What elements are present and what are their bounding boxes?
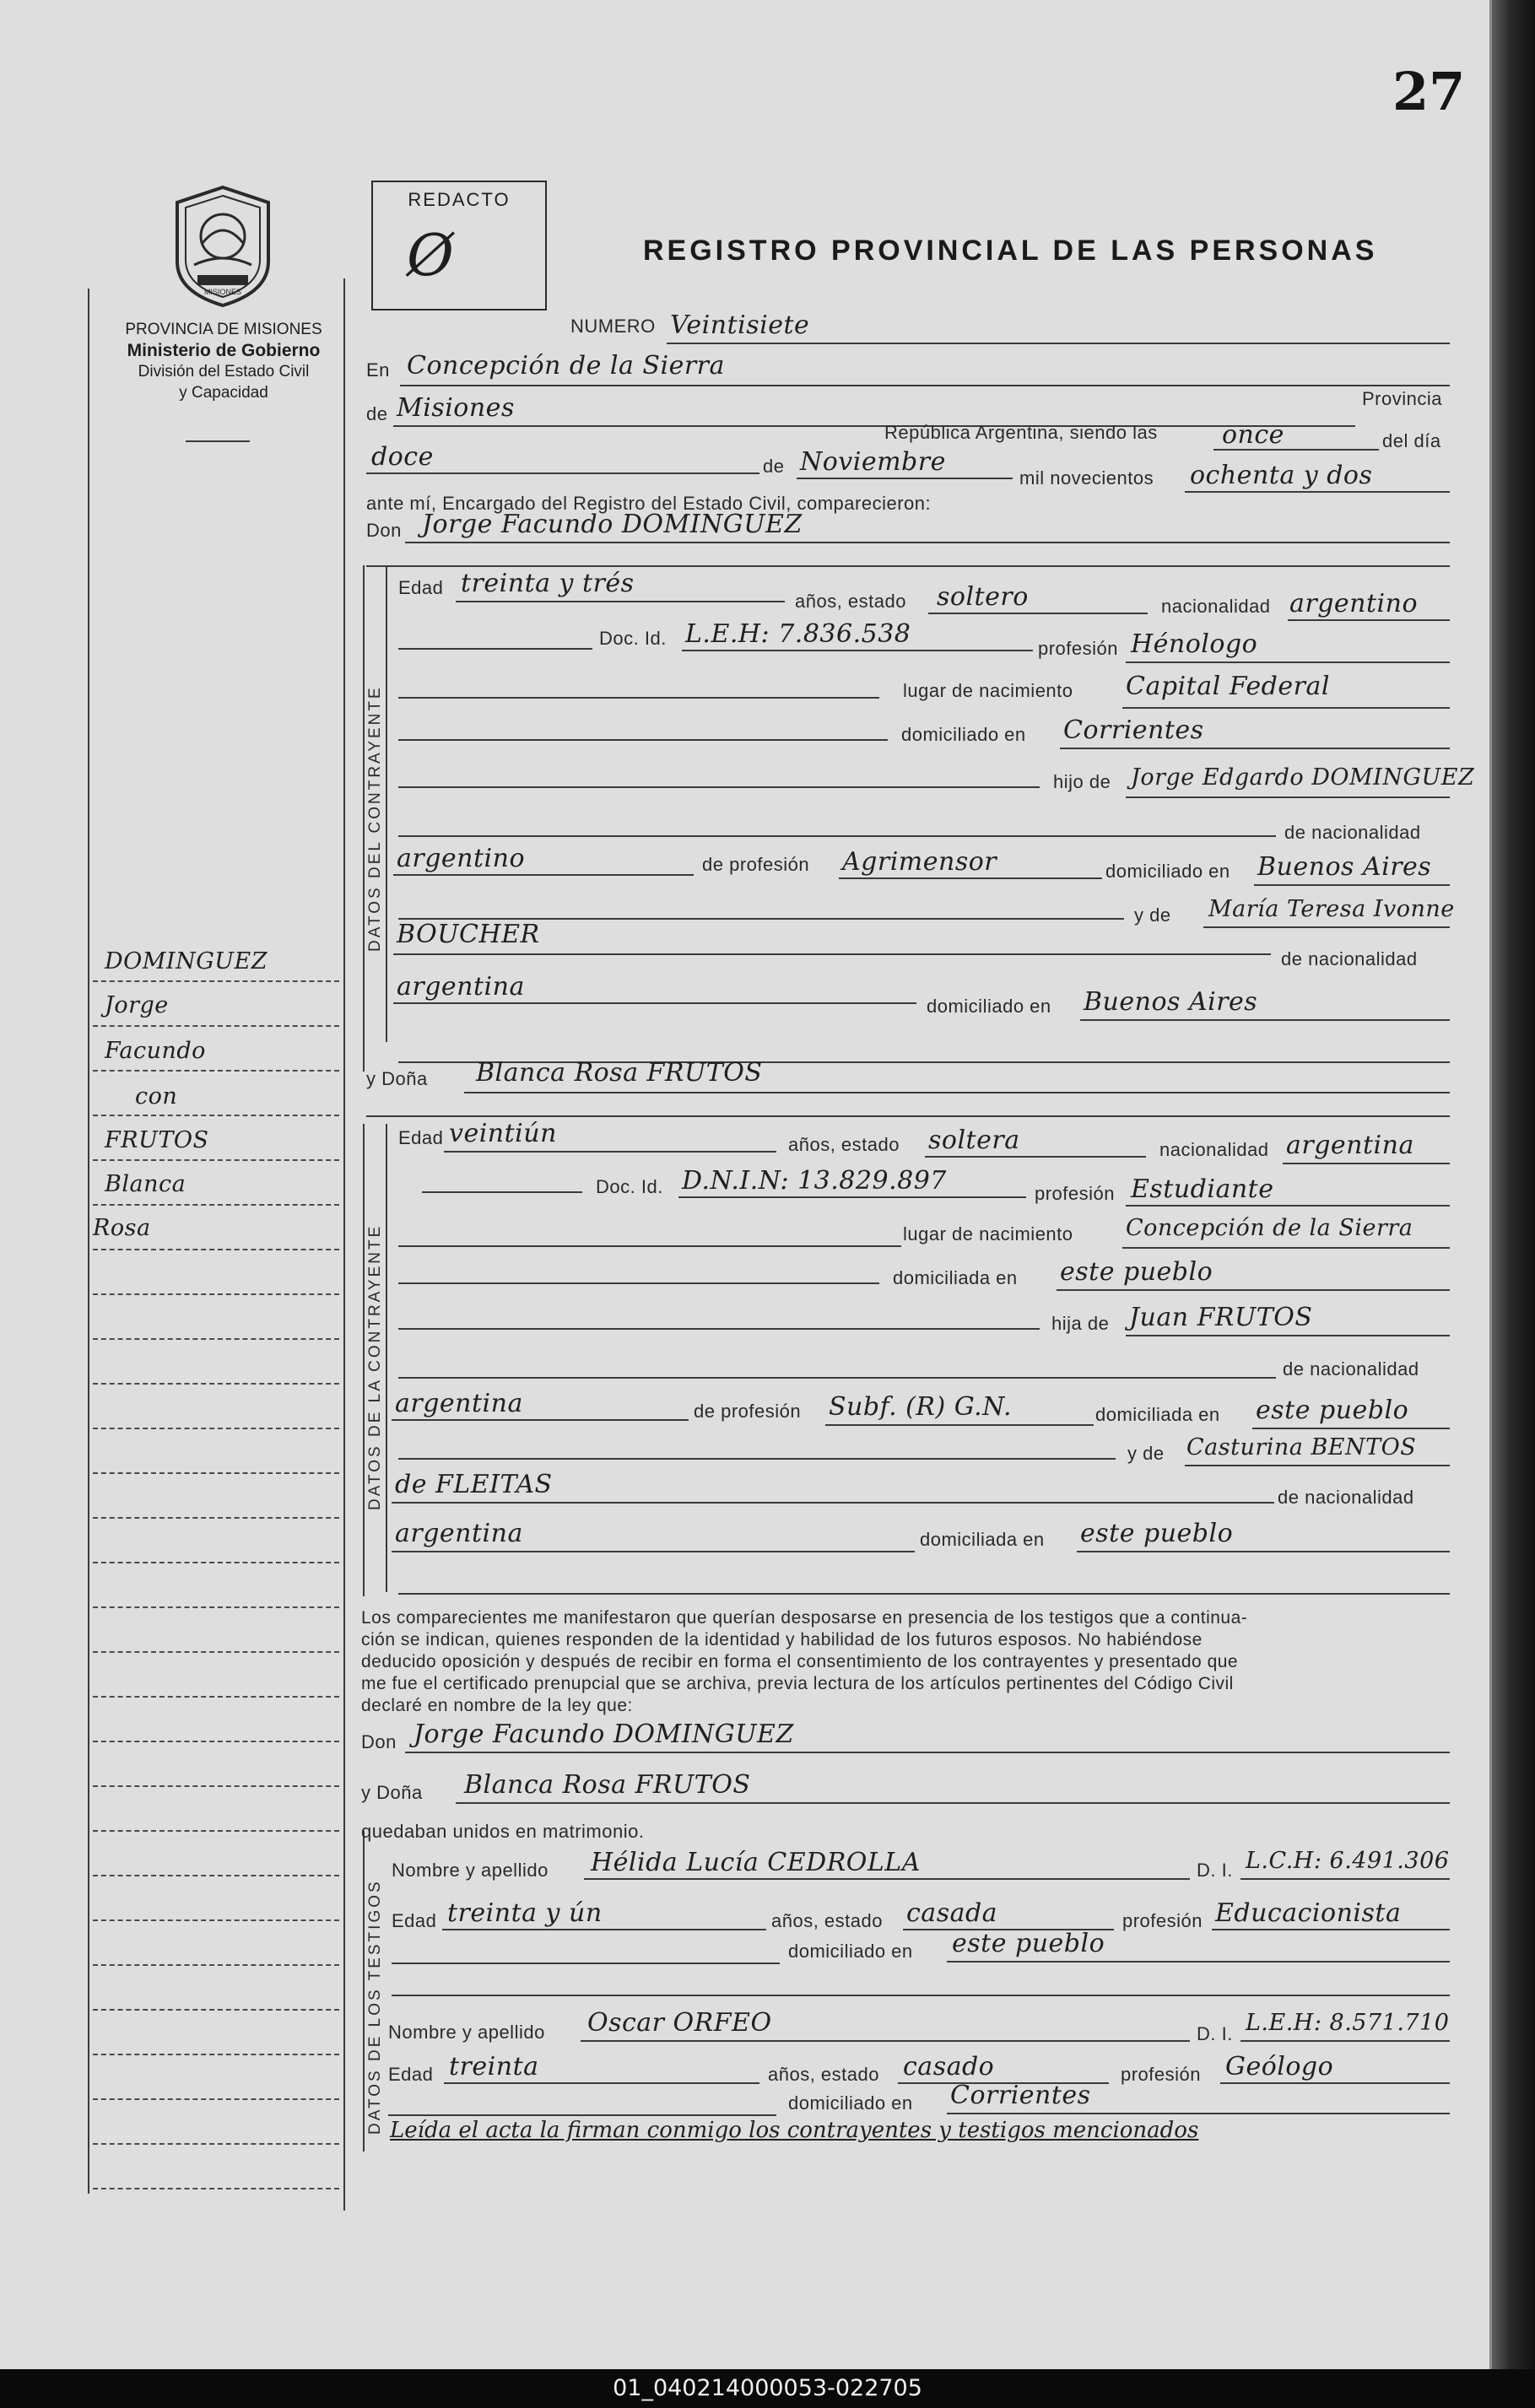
numero-value: Veintisiete — [670, 310, 810, 340]
de-nacionalidad-label-4: de nacionalidad — [1278, 1487, 1414, 1508]
rule — [398, 1282, 879, 1284]
rule — [1220, 2082, 1450, 2084]
anos-estado-label-4: años, estado — [768, 2064, 879, 2085]
rule — [456, 1802, 1450, 1804]
anio-value: ochenta y dos — [1190, 461, 1373, 490]
y-de-label-2: y de — [1127, 1443, 1165, 1464]
de-mes-label: de — [763, 456, 785, 477]
section-label-contrayente: DATOS DEL CONTRAYENTE — [366, 685, 384, 952]
margin-rule — [93, 1517, 339, 1519]
rule — [398, 739, 888, 741]
lugar-nacimiento-label: lugar de nacimiento — [903, 680, 1073, 701]
contrayenta-madre-domicilio: este pueblo — [1080, 1519, 1234, 1548]
rule — [1213, 449, 1379, 451]
rule — [1288, 619, 1450, 621]
section-line-contrayenta — [363, 1124, 365, 1596]
rule — [398, 1377, 1276, 1379]
contrayente-padre: Jorge Edgardo DOMINGUEZ — [1131, 764, 1475, 791]
contrayenta-padre-domicilio: este pueblo — [1256, 1396, 1409, 1425]
division-label: División del Estado Civil — [138, 363, 310, 381]
closing-statement: Leída el acta la firman conmigo los contrayentes y testigos mencionados — [390, 2118, 1199, 2143]
rule — [928, 613, 1148, 614]
contrayente-nacionalidad: argentino — [1289, 589, 1419, 618]
rule — [1185, 1465, 1450, 1466]
rule — [947, 1961, 1450, 1963]
nacionalidad-label-2: nacionalidad — [1159, 1139, 1269, 1160]
lugar-value: Concepción de la Sierra — [407, 351, 725, 381]
rule — [405, 1752, 1450, 1753]
division-label-2: y Capacidad — [179, 384, 268, 402]
rule — [1203, 926, 1450, 928]
section-line-testigos — [363, 1831, 365, 2152]
contrayenta-domicilio: este pueblo — [1060, 1257, 1213, 1287]
rule — [398, 1328, 1040, 1330]
contrayenta-padre-nacionalidad: argentina — [395, 1389, 523, 1418]
rule — [1126, 661, 1450, 663]
contrayenta-madre-apellido: de FLEITAS — [395, 1470, 553, 1499]
contrayenta-profesion: Estudiante — [1131, 1174, 1274, 1204]
margin-rule — [93, 1964, 339, 1966]
redacto-box — [371, 181, 547, 310]
rule — [366, 472, 759, 474]
rule — [392, 1963, 780, 1964]
margin-rule — [93, 2054, 339, 2055]
testigo1-di: L.C.H: 6.491.306 — [1246, 1848, 1450, 1874]
domiciliado-label-4: domiciliado en — [788, 2092, 913, 2114]
edad-label-3: Edad — [392, 1910, 437, 1931]
redacto-label: REDACTO — [408, 189, 511, 210]
edad-label: Edad — [398, 577, 444, 598]
don-label: Don — [366, 520, 402, 541]
rule — [678, 1196, 1026, 1198]
margin-line-right — [343, 278, 345, 2211]
rule — [392, 1551, 915, 1552]
contrayente-madre-domicilio: Buenos Aires — [1084, 987, 1258, 1017]
contrayenta-nombre: Blanca Rosa FRUTOS — [476, 1058, 763, 1088]
rule — [444, 1151, 776, 1153]
section-label-testigos: DATOS DE LOS TESTIGOS — [366, 1879, 384, 2135]
margin-rule — [93, 1562, 339, 1563]
rule — [1122, 707, 1450, 709]
contrayenta-doc: D.N.I.N: 13.829.897 — [682, 1166, 947, 1196]
rule — [393, 874, 694, 876]
inner-line-2 — [386, 1124, 387, 1592]
margin-rule — [93, 1741, 339, 1742]
don-label-2: Don — [361, 1731, 397, 1752]
rule — [1126, 796, 1450, 798]
testigo2-estado: casado — [903, 2052, 995, 2081]
rule — [400, 385, 1450, 386]
contrayente-madre: María Teresa Ivonne — [1208, 896, 1455, 922]
contrayente-madre-nacionalidad: argentina — [397, 972, 525, 1002]
margin-rule — [93, 1204, 339, 1206]
rule — [444, 2082, 759, 2084]
contrayente-madre-apellido: BOUCHER — [397, 920, 540, 949]
rule — [1240, 2040, 1450, 2042]
contrayenta-nacionalidad: argentina — [1286, 1131, 1414, 1160]
rule — [1060, 748, 1450, 749]
rule — [398, 786, 1040, 788]
contrayenta-padre-profesion: Subf. (R) G.N. — [829, 1392, 1013, 1422]
domiciliada-label-3: domiciliada en — [920, 1529, 1045, 1550]
margin-rule — [93, 1830, 339, 1832]
testigo1-profesion: Educacionista — [1215, 1898, 1402, 1928]
dia-value: doce — [371, 442, 434, 472]
section-label-contrayenta: DATOS DE LA CONTRAYENTE — [366, 1223, 384, 1510]
rule — [1126, 1205, 1450, 1207]
nombre-apellido-label: Nombre y apellido — [392, 1860, 549, 1881]
rule — [398, 697, 879, 699]
contrayenta-lugar-nacimiento: Concepción de la Sierra — [1126, 1215, 1413, 1241]
statement-line-4: me fue el certificado prenupcial que se archiva, previa lectura de los artículos pertinentes del Código Civil — [361, 1674, 1234, 1693]
testigo2-di: L.E.H: 8.571.710 — [1246, 2010, 1450, 2036]
quedaban-label: quedaban unidos en matrimonio. — [361, 1821, 645, 1842]
rule — [366, 1115, 1450, 1117]
contrayenta-madre-nacionalidad: argentina — [395, 1519, 523, 1548]
profesion-label-3: profesión — [1122, 1910, 1203, 1931]
margin-rule — [93, 1875, 339, 1876]
rule — [464, 1092, 1450, 1093]
margin-name-6: Blanca — [105, 1171, 186, 1197]
y-dona-label: y Doña — [366, 1068, 428, 1089]
hijo-de-label: hijo de — [1053, 771, 1111, 792]
footer-caption: 01_040214000053-022705 — [613, 2375, 922, 2401]
de-profesion-label-2: de profesión — [694, 1401, 802, 1422]
contrayenta-edad: veintiún — [449, 1119, 557, 1148]
contrayenta-padre: Juan FRUTOS — [1129, 1303, 1313, 1332]
dona-final-value: Blanca Rosa FRUTOS — [464, 1770, 751, 1800]
margin-rule — [93, 1070, 339, 1072]
margin-rule — [93, 2188, 339, 2189]
rule — [442, 1929, 766, 1930]
margin-rule — [93, 2143, 339, 2145]
rule — [825, 1424, 1094, 1426]
di-label: D. I. — [1197, 1860, 1233, 1881]
contrayente-padre-profesion: Agrimensor — [842, 847, 997, 877]
margin-name-2: Jorge — [105, 992, 169, 1018]
contrayente-lugar-nacimiento: Capital Federal — [1126, 672, 1330, 701]
anos-estado-label: años, estado — [795, 591, 906, 612]
ante-mi-label: ante mí, Encargado del Registro del Estado Civil, comparecieron: — [366, 493, 932, 514]
rule — [398, 1593, 1450, 1595]
margin-rule — [93, 1249, 339, 1250]
domiciliado-en-label-2: domiciliado en — [927, 996, 1051, 1017]
margin-rule — [93, 1428, 339, 1429]
edad-label-4: Edad — [388, 2064, 434, 2085]
provincial-seal-icon — [169, 184, 277, 309]
provincia-label: Provincia — [1362, 388, 1442, 409]
testigo2-domicilio: Corrientes — [950, 2081, 1091, 2110]
rule — [393, 425, 1355, 427]
rule — [398, 1245, 901, 1247]
statement-line-3: deducido oposición y después de recibir en forma el consentimiento de los contrayentes y presentado que — [361, 1652, 1239, 1671]
rule — [456, 601, 785, 602]
rule — [393, 1002, 916, 1004]
contrayenta-estado: soltera — [928, 1126, 1020, 1155]
margin-name-7: Rosa — [93, 1215, 151, 1241]
don-final-value: Jorge Facundo DOMINGUEZ — [413, 1720, 794, 1749]
rule — [1080, 1019, 1450, 1021]
rule — [1212, 1929, 1450, 1930]
margin-rule — [93, 980, 339, 982]
testigo1-domicilio: este pueblo — [952, 1929, 1105, 1958]
edad-label-2: Edad — [398, 1127, 444, 1148]
margin-rule — [93, 1472, 339, 1474]
contrayente-profesion: Hénologo — [1131, 629, 1258, 659]
nombre-apellido-label-2: Nombre y apellido — [388, 2022, 545, 2043]
rule — [392, 1419, 689, 1421]
anos-estado-label-2: años, estado — [788, 1134, 900, 1155]
contrayente-estado: soltero — [937, 582, 1029, 612]
rule — [405, 542, 1450, 543]
rule — [925, 1156, 1146, 1158]
contrayente-padre-domicilio: Buenos Aires — [1257, 852, 1432, 882]
rule — [797, 478, 1013, 479]
domiciliado-en-label: domiciliado en — [1105, 861, 1230, 882]
margin-line-left — [88, 289, 89, 2194]
rule — [1126, 1335, 1450, 1336]
republica-label: República Argentina, siendo las — [884, 422, 1158, 443]
rule — [392, 1502, 1274, 1504]
margin-rule — [93, 1025, 339, 1027]
rule — [1252, 1428, 1450, 1429]
en-label: En — [366, 359, 390, 381]
margin-rule — [93, 1919, 339, 1921]
profesion-label-4: profesión — [1121, 2064, 1202, 2085]
de-nacionalidad-label-2: de nacionalidad — [1281, 948, 1418, 969]
rule — [422, 1191, 582, 1193]
divider — [186, 440, 250, 442]
margin-name-4: con — [135, 1083, 178, 1110]
book-spine-edge — [1492, 0, 1535, 2369]
provincia-value: Misiones — [397, 393, 515, 423]
mes-value: Noviembre — [800, 447, 946, 477]
margin-name-5: FRUTOS — [105, 1127, 209, 1153]
margin-rule — [93, 1293, 339, 1295]
doc-id-label-2: Doc. Id. — [596, 1176, 663, 1197]
page-number: 27 — [1392, 61, 1466, 122]
rule — [398, 648, 592, 650]
rule — [1057, 1289, 1450, 1291]
margin-rule — [93, 1606, 339, 1608]
hija-de-label: hija de — [1051, 1313, 1110, 1334]
di-label-2: D. I. — [1197, 2023, 1233, 2044]
margin-name-1: DOMINGUEZ — [105, 948, 268, 975]
testigo2-edad: treinta — [449, 2052, 539, 2081]
rule — [1283, 1163, 1450, 1164]
rule — [1254, 884, 1450, 886]
margin-rule — [93, 1115, 339, 1116]
mil-label: mil novecientos — [1019, 467, 1154, 489]
rule — [392, 1995, 1450, 1996]
rule — [682, 650, 1033, 651]
redacto-mark: Ø — [407, 223, 454, 289]
margin-rule — [93, 1159, 339, 1161]
rule — [1077, 1551, 1450, 1552]
margin-rule — [93, 2098, 339, 2100]
rule — [398, 835, 1276, 837]
statement-line-2: ción se indican, quienes responden de la identidad y habilidad de los futuros esposos. No habiéndose — [361, 1630, 1203, 1649]
margin-rule — [93, 1338, 339, 1340]
ministry-block — [84, 319, 363, 403]
domiciliada-label: domiciliada en — [893, 1267, 1018, 1288]
domiciliado-label: domiciliado en — [901, 724, 1026, 745]
lugar-nacimiento-label-2: lugar de nacimiento — [903, 1223, 1073, 1244]
domiciliado-label-3: domiciliado en — [788, 1941, 913, 1962]
seal-text: MISIONES — [203, 288, 242, 296]
doc-id-label: Doc. Id. — [599, 628, 667, 649]
hora-value: once — [1222, 420, 1284, 450]
contrayente-doc: L.E.H: 7.836.538 — [685, 619, 911, 649]
rule — [393, 953, 1271, 955]
testigo1-estado: casada — [906, 1898, 998, 1928]
margin-name-3: Facundo — [105, 1038, 206, 1064]
domiciliada-label-2: domiciliada en — [1095, 1404, 1220, 1425]
statement-line-1: Los comparecientes me manifestaron que querían desposarse en presencia de los testigos que a continua- — [361, 1608, 1248, 1628]
del-dia-label: del día — [1382, 430, 1441, 451]
de-nacionalidad-label: de nacionalidad — [1284, 822, 1421, 843]
margin-rule — [93, 1696, 339, 1698]
testigo1-nombre: Hélida Lucía CEDROLLA — [591, 1848, 921, 1877]
contrayente-edad: treinta y trés — [461, 569, 635, 598]
rule — [839, 877, 1102, 879]
de-profesion-label: de profesión — [702, 854, 810, 875]
contrayente-domicilio: Corrientes — [1063, 715, 1204, 745]
testigo2-nombre: Oscar ORFEO — [587, 2008, 772, 2038]
contrayente-nombre: Jorge Facundo DOMINGUEZ — [422, 510, 803, 539]
statement-line-5: declaré en nombre de la ley que: — [361, 1696, 633, 1715]
inner-line-1 — [386, 565, 387, 1042]
profesion-label-2: profesión — [1035, 1183, 1116, 1204]
nacionalidad-label: nacionalidad — [1161, 596, 1271, 617]
contrayente-padre-nacionalidad: argentino — [397, 844, 526, 873]
rule — [584, 1878, 1190, 1880]
numero-label: NUMERO — [570, 316, 656, 337]
profesion-label: profesión — [1038, 638, 1119, 659]
y-dona-label-2: y Doña — [361, 1782, 423, 1803]
testigo2-profesion: Geólogo — [1225, 2052, 1334, 2081]
margin-rule — [93, 2009, 339, 2011]
ministry-label: Ministerio de Gobierno — [127, 341, 321, 360]
document-title: REGISTRO PROVINCIAL DE LAS PERSONAS — [643, 235, 1378, 267]
province-label: PROVINCIA DE MISIONES — [125, 321, 322, 338]
y-de-label: y de — [1134, 904, 1171, 926]
contrayenta-madre: Casturina BENTOS — [1186, 1434, 1417, 1460]
rule — [667, 343, 1450, 344]
rule — [366, 565, 1450, 567]
de-label: de — [366, 403, 388, 424]
rule — [581, 2040, 1190, 2042]
rule — [1185, 491, 1450, 493]
rule — [947, 2113, 1450, 2114]
rule — [398, 1458, 1116, 1460]
section-line-contrayente — [363, 565, 365, 1072]
rule — [1240, 1878, 1450, 1880]
anos-estado-label-3: años, estado — [771, 1910, 883, 1931]
rule — [1122, 1247, 1450, 1249]
de-nacionalidad-label-3: de nacionalidad — [1283, 1358, 1419, 1379]
rule — [388, 2114, 776, 2116]
testigo1-edad: treinta y ún — [447, 1898, 603, 1928]
margin-rule — [93, 1383, 339, 1385]
margin-rule — [93, 1651, 339, 1653]
margin-rule — [93, 1785, 339, 1787]
